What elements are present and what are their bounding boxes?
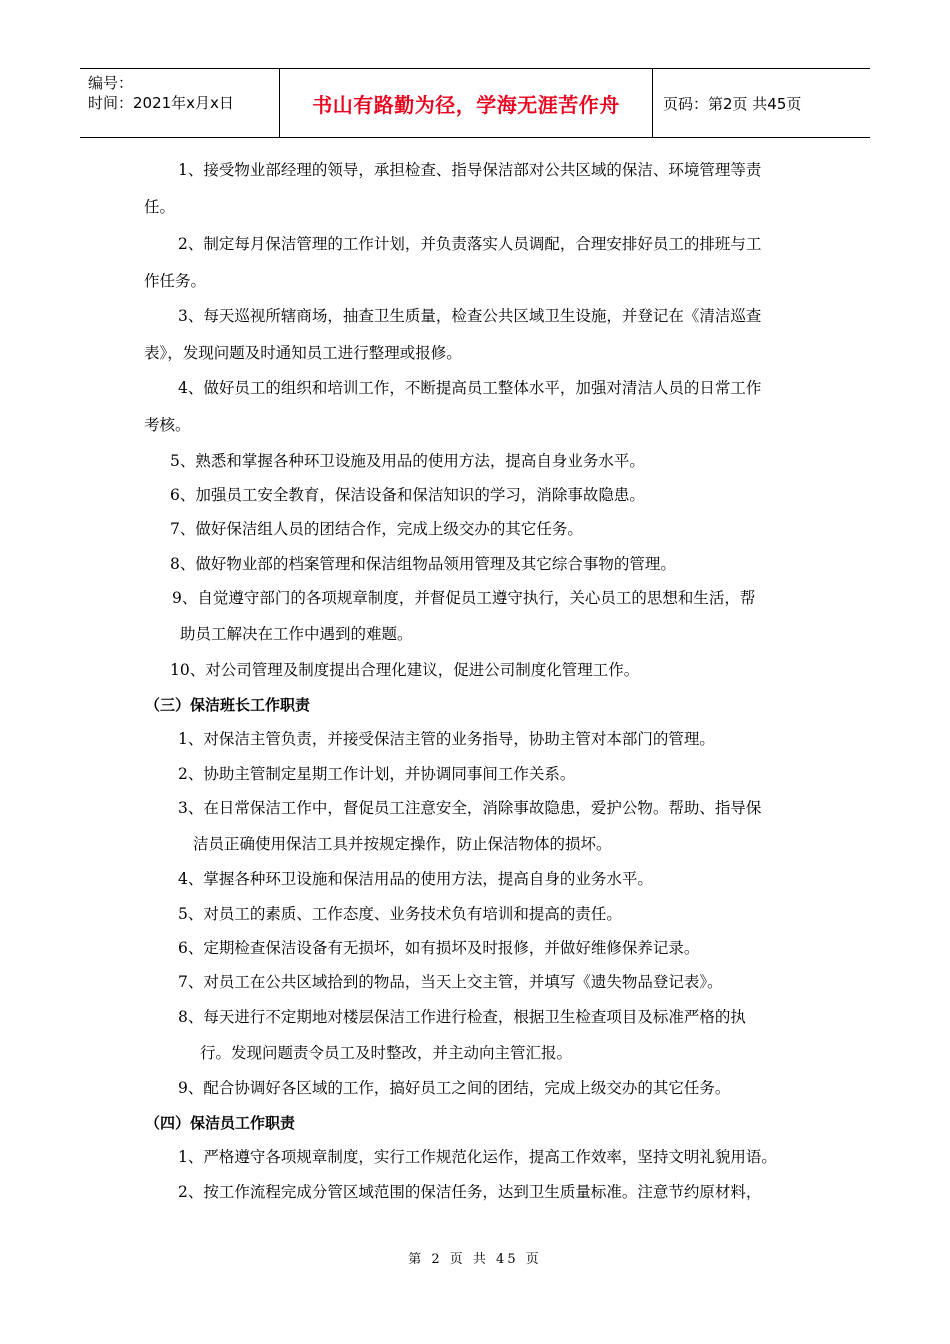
paragraph-line: 5、熟悉和掌握各种环卫设施及用品的使用方法，提高自身业务水平。 [170,452,645,470]
paragraph-line: 6、定期检查保洁设备有无损坏，如有损坏及时报修，并做好维修保养记录。 [178,939,700,957]
page-footer: 第 2 页 共 45 页 [408,1252,542,1267]
paragraph-line: 洁员正确使用保洁工具并按规定操作，防止保洁物体的损坏。 [193,835,612,853]
paragraph-line: 5、对员工的素质、工作态度、业务技术负有培训和提高的责任。 [178,905,622,923]
paragraph-line: 10、对公司管理及制度提出合理化建议，促进公司制度化管理工作。 [170,661,640,679]
paragraph-line: 作任务。 [144,272,207,290]
number-label: 编号： [88,74,134,92]
header-page-info: 页码：第2页 共45页 [663,94,802,113]
paragraph-line: 1、严格遵守各项规章制度，实行工作规范化运作，提高工作效率，坚持文明礼貌用语。 [178,1148,777,1166]
time-label: 时间：2021年x月x日 [88,94,234,112]
paragraph-line: 9、配合协调好各区域的工作，搞好员工之间的团结，完成上级交办的其它任务。 [178,1079,731,1097]
paragraph-line: 3、在日常保洁工作中，督促员工注意安全，消除事故隐患，爱护公物。帮助、指导保 [178,799,762,817]
paragraph-line: 考核。 [144,416,191,434]
section-heading: （三）保洁班长工作职责 [145,696,311,714]
paragraph-line: 1、对保洁主管负责，并接受保洁主管的业务指导，协助主管对本部门的管理。 [178,730,715,748]
paragraph-line: 6、加强员工安全教育，保洁设备和保洁知识的学习，消除事故隐患。 [170,486,645,504]
paragraph-line: 9、自觉遵守部门的各项规章制度，并督促员工遵守执行，关心员工的思想和生活，帮 [172,589,756,607]
paragraph-line: 2、制定每月保洁管理的工作计划，并负责落实人员调配，合理安排好员工的排班与工 [178,235,762,253]
section-heading: （四）保洁员工作职责 [145,1114,296,1132]
page-header [80,68,870,138]
paragraph-line: 任。 [144,198,176,216]
paragraph-line: 7、做好保洁组人员的团结合作，完成上级交办的其它任务。 [170,520,583,538]
paragraph-line: 2、按工作流程完成分管区域范围的保洁任务，达到卫生质量标准。注意节约原材料， [178,1183,762,1201]
header-slogan: 书山有路勤为径，学海无涯苦作舟 [280,69,653,137]
paragraph-line: 8、每天进行不定期地对楼层保洁工作进行检查，根据卫生检查项目及标准严格的执 [178,1008,746,1026]
paragraph-line: 2、协助主管制定星期工作计划，并协调同事间工作关系。 [178,765,576,783]
paragraph-line: 4、掌握各种环卫设施和保洁用品的使用方法，提高自身的业务水平。 [178,870,653,888]
header-left-cell [80,69,280,137]
paragraph-line: 7、对员工在公共区域拾到的物品，当天上交主管，并填写《遗失物品登记表》。 [178,973,723,991]
paragraph-line: 3、每天巡视所辖商场，抽查卫生质量，检查公共区域卫生设施，并登记在《清洁巡查 [178,307,762,325]
paragraph-line: 4、做好员工的组织和培训工作，不断提高员工整体水平，加强对清洁人员的日常工作 [178,379,762,397]
paragraph-line: 表》，发现问题及时通知员工进行整理或报修。 [144,344,462,362]
paragraph-line: 行。发现问题责令员工及时整改，并主动向主管汇报。 [200,1044,573,1062]
paragraph-line: 助员工解决在工作中遇到的难题。 [180,625,413,643]
paragraph-line: 8、做好物业部的档案管理和保洁组物品领用管理及其它综合事物的管理。 [170,555,676,573]
paragraph-line: 1、接受物业部经理的领导，承担检查、指导保洁部对公共区域的保洁、环境管理等责 [178,161,762,179]
